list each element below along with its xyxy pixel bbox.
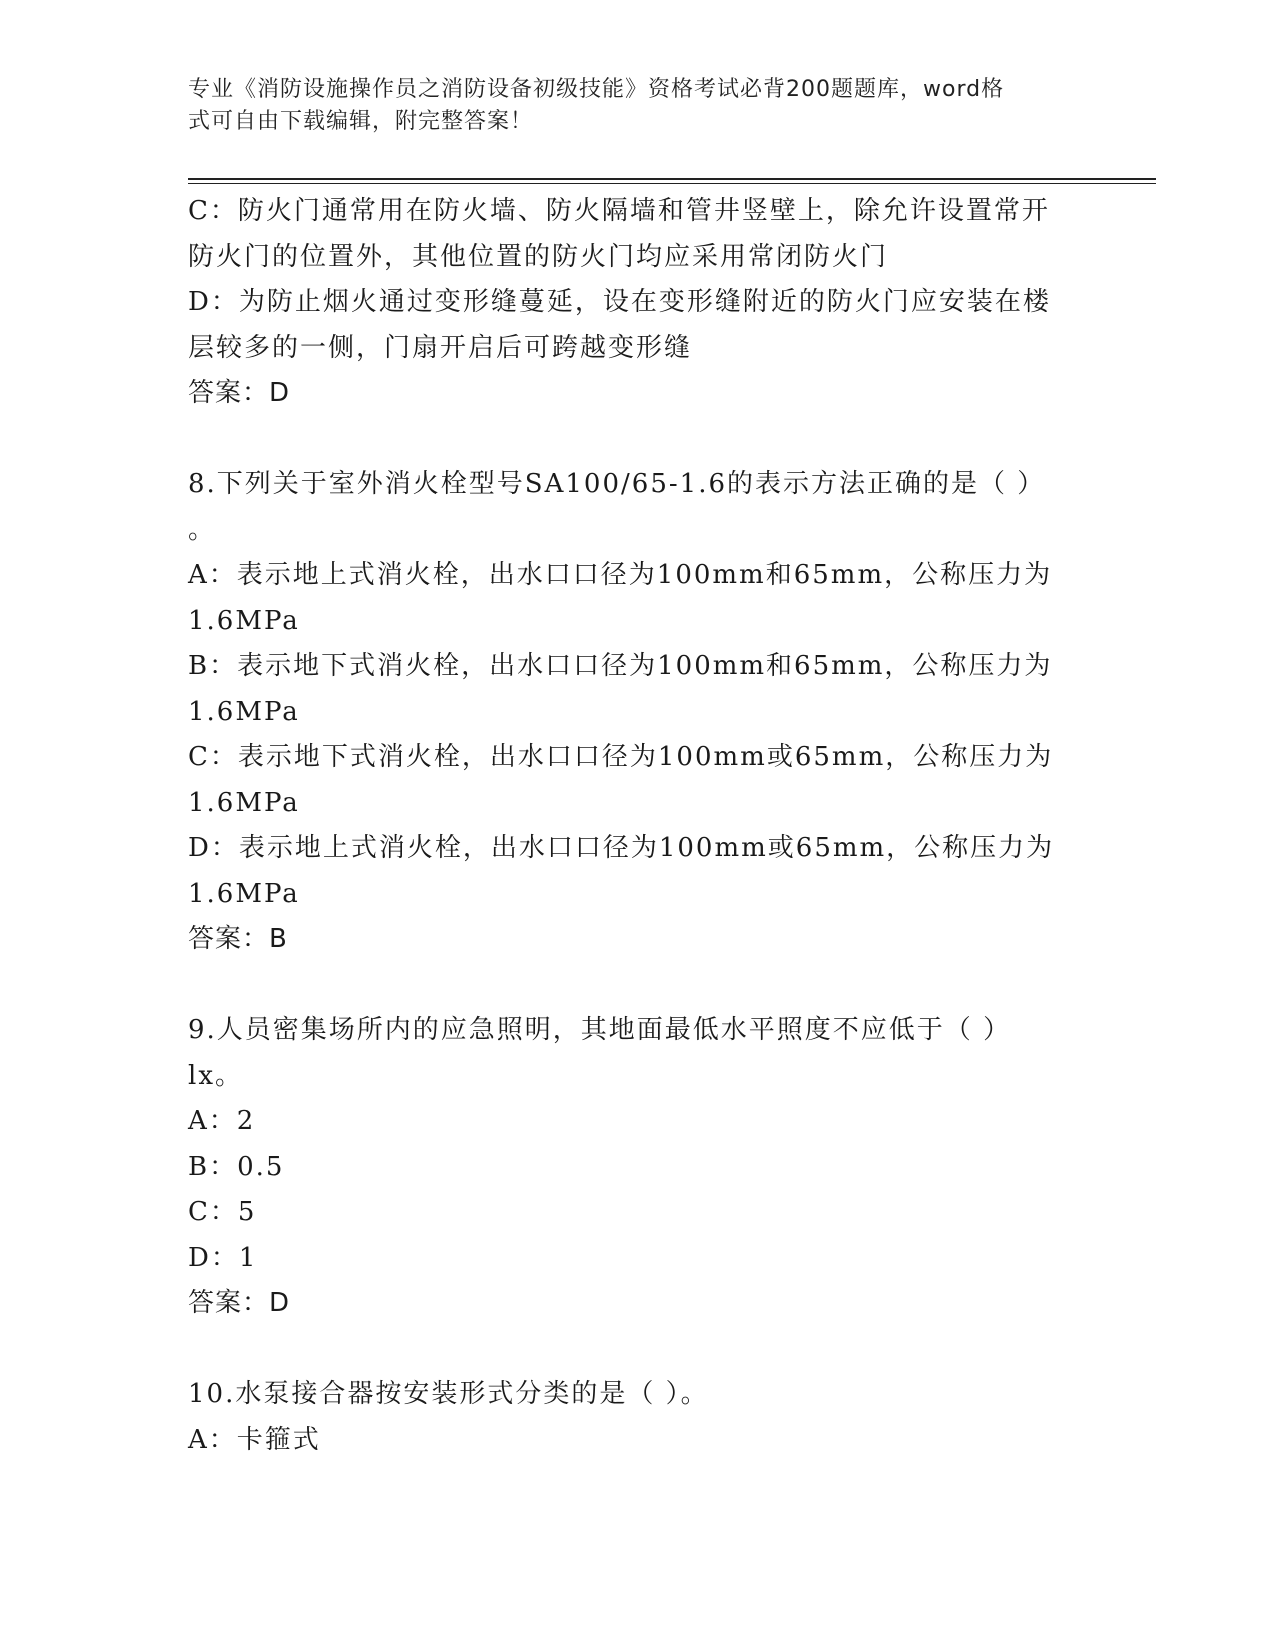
q9-option-b: B：0.5: [188, 1151, 285, 1182]
q9-option-c: C：5: [188, 1197, 257, 1227]
spacer: [188, 963, 1068, 1009]
spacer: [188, 417, 1068, 463]
q8-option-d-line1: D：表示地上式消火栓，出水口口径为100mm或65mm，公称压力为: [188, 833, 1055, 863]
q8-option-b-line2: 1.6MPa: [188, 696, 300, 727]
question-content: [188, 189, 1068, 1463]
header-divider-thick: [188, 178, 1156, 180]
header-divider-thin: [188, 183, 1156, 184]
q9-option-a: A：2: [188, 1106, 256, 1136]
question-8: [188, 462, 1068, 963]
q9-answer: 答案：D: [188, 1288, 291, 1318]
q8-answer: 答案：B: [188, 924, 288, 954]
q7-answer: 答案：D: [188, 378, 291, 408]
question-9: [188, 1008, 1068, 1327]
q8-option-b-line1: B：表示地下式消火栓，出水口口径为100mm和65mm，公称压力为: [188, 651, 1053, 681]
header-title-line1: 专业《消防设施操作员之消防设备初级技能》资格考试必背200题题库，word格: [188, 77, 1005, 102]
q8-option-a-line2: 1.6MPa: [188, 605, 300, 636]
q7-option-d-line1: D：为防止烟火通过变形缝蔓延，设在变形缝附近的防火门应安装在楼: [188, 287, 1051, 317]
q10-stem: 10.水泵接合器按安装形式分类的是（ ）。: [188, 1379, 709, 1409]
q7-option-d-line2: 层较多的一侧，门扇开启后可跨越变形缝: [188, 332, 693, 363]
q8-stem-line1: 8.下列关于室外消火栓型号SA100/65-1.6的表示方法正确的是（ ）: [188, 469, 1046, 499]
question-10: [188, 1372, 1068, 1463]
spacer: [188, 1327, 1068, 1373]
q7-option-c-line2: 防火门的位置外，其他位置的防火门均应采用常闭防火门: [188, 241, 889, 272]
q8-option-d-line2: 1.6MPa: [188, 878, 300, 909]
header-title-line2: 式可自由下载编辑，附完整答案！: [188, 109, 534, 134]
document-header: [188, 74, 1068, 138]
q8-option-c-line1: C：表示地下式消火栓，出水口口径为100mm或65mm，公称压力为: [188, 742, 1054, 772]
q9-stem-line1: 9.人员密集场所内的应急照明，其地面最低水平照度不应低于（ ）: [188, 1015, 1012, 1045]
q9-stem-line2: lx。: [188, 1060, 243, 1091]
question-7-tail: [188, 189, 1068, 417]
q8-stem-line2: 。: [188, 514, 217, 545]
q7-option-c-line1: C：防火门通常用在防火墙、防火隔墙和管井竖壁上，除允许设置常开: [188, 196, 1050, 226]
q8-option-c-line2: 1.6MPa: [188, 787, 300, 818]
q9-option-d: D：1: [188, 1242, 258, 1273]
q10-option-a: A：卡箍式: [188, 1424, 321, 1455]
q8-option-a-line1: A：表示地上式消火栓，出水口口径为100mm和65mm，公称压力为: [188, 560, 1053, 590]
